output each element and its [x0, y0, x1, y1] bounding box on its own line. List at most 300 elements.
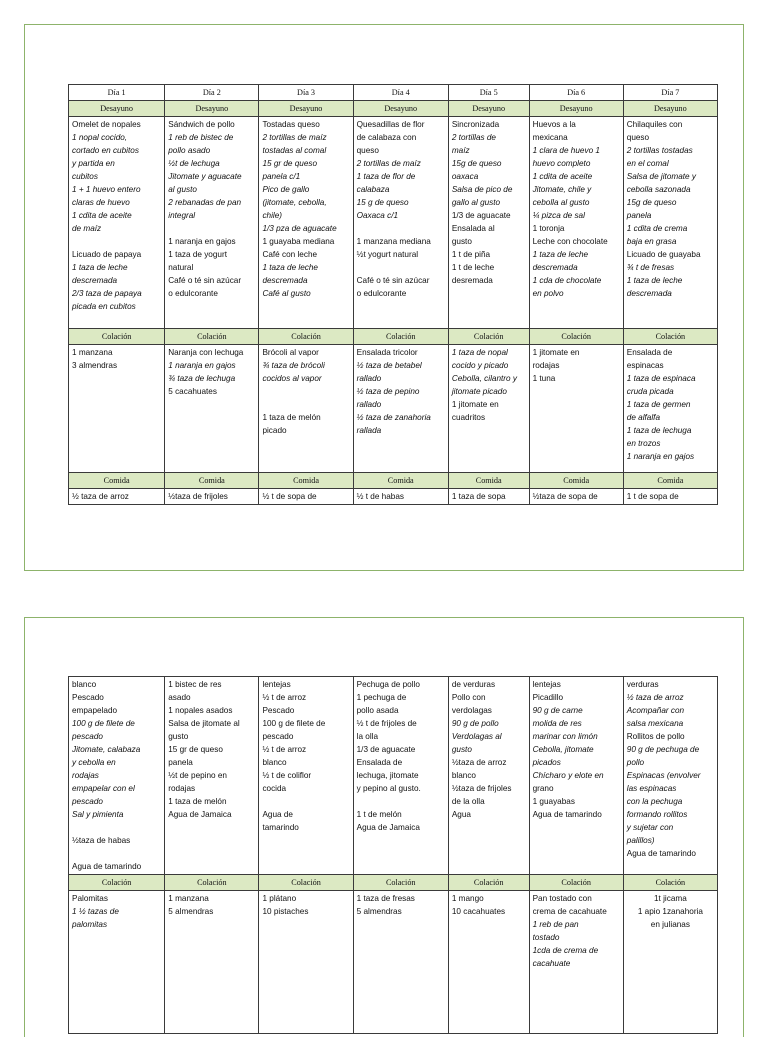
- cell-line: ½ t de frijoles de: [356, 719, 417, 728]
- cell-line: gusto: [451, 745, 472, 754]
- cell-line: Agua de tamarindo: [532, 810, 602, 819]
- cell-line: descremada: [626, 289, 672, 298]
- colacion2-cell-day-3: [259, 891, 353, 1034]
- cell-line: pollo: [626, 758, 645, 767]
- comida-cont-cell-day-5: [448, 677, 529, 875]
- cell-line: 1t jicama: [654, 894, 687, 903]
- comida-cont-cell-day-3: [259, 677, 353, 875]
- cell-line: ¾ t de fresas: [626, 263, 675, 272]
- desayuno-cell-day-4: [353, 117, 448, 329]
- cell-line: [262, 398, 349, 411]
- cell-line: 1 taza de nopal: [451, 348, 508, 357]
- cell-line: de maíz: [72, 224, 102, 233]
- cell-line: panela: [626, 211, 652, 220]
- cell-line: Ensalada de: [356, 758, 403, 767]
- cell-line: ¾ taza de brócoli: [262, 361, 325, 370]
- colacion1-cell-day-2: [165, 345, 259, 473]
- cell-line: oaxaca: [451, 172, 479, 181]
- cell-line: Salsa de jitomate y: [626, 172, 696, 181]
- meal-label-colacion: Colación: [448, 875, 529, 891]
- cell-line: 1 + 1 huevo entero: [72, 185, 141, 194]
- cell-line: ¾ taza de lechuga: [168, 374, 236, 383]
- meal-label-colacion: Colación: [165, 329, 259, 345]
- cell-line: 1 t de melón: [356, 810, 402, 819]
- cell-line: Picadillo: [532, 693, 564, 702]
- cell-line: [357, 795, 445, 808]
- cell-line: 2 rebanadas de pan: [168, 198, 242, 207]
- page-top: [24, 24, 744, 571]
- cell-line: 1 jitomate en: [532, 348, 580, 357]
- colacion2-cell-day-4: [353, 891, 448, 1034]
- cell-line: Agua de tamarindo: [72, 862, 142, 871]
- cell-line: o edulcorante: [356, 289, 407, 298]
- colacion2-cell-day-7: [623, 891, 717, 1034]
- cell-line: 15 gr de queso: [262, 159, 318, 168]
- cell-line: espinacas: [626, 361, 664, 370]
- cell-line: Ensalada tricolor: [356, 348, 418, 357]
- cell-line: verdolagas: [451, 706, 492, 715]
- comida-cell-day-2: [165, 489, 259, 505]
- cell-line: Agua de Jamaica: [356, 823, 420, 832]
- meal-label-colacion: Colación: [529, 875, 623, 891]
- meal-label-desayuno: Desayuno: [623, 101, 717, 117]
- comida-row-start: [69, 489, 718, 505]
- comida-cell-day-1: [69, 489, 165, 505]
- cell-line: crema de cacahuate: [532, 907, 607, 916]
- cell-line: 1 naranja en gajos: [168, 237, 236, 246]
- cell-line: 1 mango: [451, 894, 484, 903]
- comida-cell-day-4: [353, 489, 448, 505]
- desayuno-cell-day-7: [623, 117, 717, 329]
- cell-line: 1 naranja en gajos: [626, 452, 695, 461]
- cell-line: 1 reb de bistec de: [168, 133, 234, 142]
- cell-line: ½ taza de pepino: [356, 387, 420, 396]
- cell-line: ½taza de frijoles: [451, 784, 512, 793]
- cell-line: al gusto: [168, 185, 197, 194]
- colacion1-cell-day-3: [259, 345, 353, 473]
- cell-line: 15 g de queso: [356, 198, 409, 207]
- colacion2-cell-day-6: [529, 891, 623, 1034]
- cell-line: blanco: [262, 758, 287, 767]
- meal-label-colacion: Colación: [448, 329, 529, 345]
- cell-line: y pepino al gusto.: [356, 784, 421, 793]
- desayuno-row: [69, 117, 718, 329]
- meal-label-comida: Comida: [165, 473, 259, 489]
- desayuno-cell-day-1: [69, 117, 165, 329]
- cell-line: 1 taza de yogurt: [168, 250, 227, 259]
- meal-label-comida: Comida: [69, 473, 165, 489]
- meal-label-colacion: Colación: [259, 875, 353, 891]
- meal-label-comida: Comida: [448, 473, 529, 489]
- cell-line: 1 guayabas: [532, 797, 575, 806]
- cell-line: Ensalada al: [451, 224, 495, 233]
- colacion-row-2: [69, 891, 718, 1034]
- cell-line: (jitomate, cebolla,: [262, 198, 327, 207]
- cell-line: integral: [168, 211, 196, 220]
- cell-line: [168, 222, 255, 235]
- cell-line: rallada: [356, 426, 382, 435]
- meal-label-colacion: Colación: [353, 875, 448, 891]
- cell-line: 3 almendras: [72, 361, 118, 370]
- meal-label-comida: Comida: [529, 473, 623, 489]
- cell-line: huevo completo: [532, 159, 591, 168]
- meal-label-row-desayuno: [69, 101, 718, 117]
- cell-line: 1cda de crema de: [532, 946, 599, 955]
- cell-line: grano: [532, 784, 554, 793]
- meal-label-desayuno: Desayuno: [259, 101, 353, 117]
- cell-line: Jitomate, calabaza: [72, 745, 141, 754]
- comida-cell-day-7: [623, 489, 717, 505]
- cell-line: rodajas: [168, 784, 196, 793]
- day-header-2: Día 2: [165, 85, 259, 101]
- cell-line: Ensalada de: [626, 348, 673, 357]
- cell-line: 1 cdita de aceite: [532, 172, 593, 181]
- cell-line: 1 taza de melón: [168, 797, 227, 806]
- cell-line: baja en grasa: [626, 237, 677, 246]
- cell-line: cacahuate: [532, 959, 571, 968]
- cell-line: 90 g de pechuga de: [626, 745, 700, 754]
- cell-line: 5 almendras: [168, 907, 214, 916]
- cell-line: panela: [168, 758, 193, 767]
- cell-line: cruda picada: [626, 387, 674, 396]
- cell-line: 15g de queso: [451, 159, 502, 168]
- cell-line: pescado: [72, 732, 103, 741]
- cell-line: 1 taza de leche: [72, 263, 128, 272]
- cell-line: 90 g de pollo: [451, 719, 499, 728]
- cell-line: desremada: [451, 276, 493, 285]
- cell-line: Sándwich de pollo: [168, 120, 235, 129]
- cell-line: descremada: [72, 276, 118, 285]
- cell-line: Agua: [451, 810, 471, 819]
- cell-line: maíz: [451, 146, 470, 155]
- cell-line: Jitomate, chile y: [532, 185, 592, 194]
- meal-label-desayuno: Desayuno: [165, 101, 259, 117]
- desayuno-cell-day-5: [448, 117, 529, 329]
- cell-line: pescado: [72, 797, 103, 806]
- cell-line: palillos): [626, 836, 655, 845]
- cell-line: 1 taza de leche: [626, 276, 683, 285]
- day-header-7: Día 7: [623, 85, 717, 101]
- colacion2-cell-day-2: [165, 891, 259, 1034]
- meal-label-colacion: Colación: [165, 875, 259, 891]
- cell-line: 1 taza de flor de: [356, 172, 416, 181]
- colacion2-cell-day-5: [448, 891, 529, 1034]
- cell-line: [262, 795, 349, 808]
- meal-label-colacion: Colación: [259, 329, 353, 345]
- cell-line: rallado: [356, 374, 382, 383]
- colacion1-cell-day-4: [353, 345, 448, 473]
- cell-line: 10 pistaches: [262, 907, 309, 916]
- cell-line: ½t de pepino en: [168, 771, 227, 780]
- cell-line: de verduras: [451, 680, 496, 689]
- cell-line: 10 cacahuates: [451, 907, 506, 916]
- colacion1-cell-day-6: [529, 345, 623, 473]
- cell-line: 1 cdita de crema: [626, 224, 688, 233]
- cell-line: Salsa de jitomate al: [168, 719, 240, 728]
- desayuno-cell-day-3: [259, 117, 353, 329]
- cell-line: 2/3 taza de papaya: [72, 289, 142, 298]
- cell-line: ½t de lechuga: [168, 159, 220, 168]
- cell-line: 1 taza de leche: [262, 263, 318, 272]
- cell-line: blanco: [451, 771, 476, 780]
- cell-line: Acompañar con: [626, 706, 685, 715]
- cell-line: [262, 385, 349, 398]
- cell-line: claras de huevo: [72, 198, 130, 207]
- page-bottom: [24, 617, 744, 1037]
- meal-label-desayuno: Desayuno: [353, 101, 448, 117]
- cell-line: Huevos a la: [532, 120, 576, 129]
- cell-line: 1 bistec de res: [168, 680, 222, 689]
- cell-line: 15g de queso: [626, 198, 677, 207]
- cell-line: panela c/1: [262, 172, 301, 181]
- cell-line: cebolla sazonada: [626, 185, 691, 194]
- cell-line: de alfalfa: [626, 413, 660, 422]
- cell-line: Brócoli al vapor: [262, 348, 319, 357]
- cell-line: en julianas: [650, 920, 690, 929]
- cell-line: 5 almendras: [356, 907, 402, 916]
- cell-line: 1/3 de aguacate: [356, 745, 416, 754]
- cell-line: Tostadas queso: [262, 120, 320, 129]
- cell-line: cocida: [262, 784, 287, 793]
- cell-line: ½ t de sopa de: [262, 492, 317, 501]
- cell-line: tamarindo: [262, 823, 299, 832]
- cell-line: en el comal: [626, 159, 669, 168]
- cell-line: gusto: [168, 732, 189, 741]
- cell-line: ½ t de arroz: [262, 693, 307, 702]
- cell-line: 2 tortillas de maíz: [356, 159, 421, 168]
- cell-line: 2 tortillas tostadas: [626, 146, 693, 155]
- cell-line: asado: [168, 693, 191, 702]
- cell-line: ½t yogurt natural: [356, 250, 419, 259]
- day-header-row: [69, 85, 718, 101]
- cell-line: [357, 261, 445, 274]
- cell-line: 1 pechuga de: [356, 693, 407, 702]
- cell-line: descremada: [532, 263, 578, 272]
- day-header-6: Día 6: [529, 85, 623, 101]
- colacion-row-1: [69, 345, 718, 473]
- cell-line: molida de res: [532, 719, 582, 728]
- cell-line: 1/3 de aguacate: [451, 211, 511, 220]
- cell-line: 1 taza de lechuga: [626, 426, 692, 435]
- cell-line: Quesadillas de flor: [356, 120, 425, 129]
- cell-line: 1 manzana mediana: [356, 237, 431, 246]
- cell-line: de la olla: [451, 797, 485, 806]
- cell-line: Pescado: [262, 706, 295, 715]
- desayuno-cell-day-2: [165, 117, 259, 329]
- cell-line: en polvo: [532, 289, 564, 298]
- cell-line: ½ t de arroz: [262, 745, 307, 754]
- cell-line: Chilaquiles con: [626, 120, 683, 129]
- cell-line: cuadritos: [451, 413, 486, 422]
- comida-cont-cell-day-6: [529, 677, 623, 875]
- cell-line: Oaxaca c/1: [356, 211, 399, 220]
- cell-line: verduras: [626, 680, 659, 689]
- cell-line: Licuado de papaya: [72, 250, 142, 259]
- meal-label-comida: Comida: [623, 473, 717, 489]
- cell-line: Agua de: [262, 810, 293, 819]
- cell-line: 1 taza de sopa: [451, 492, 506, 501]
- cell-line: ½taza de frijoles: [168, 492, 228, 501]
- cell-line: ½ taza de arroz: [626, 693, 684, 702]
- comida-cont-cell-day-4: [353, 677, 448, 875]
- cell-line: cortado en cubitos: [72, 146, 139, 155]
- meal-label-row-colacion-1: [69, 329, 718, 345]
- cell-line: Pescado: [72, 693, 104, 702]
- cell-line: 1 taza de fresas: [356, 894, 415, 903]
- cell-line: las espinacas: [626, 784, 677, 793]
- cell-line: Espinacas (envolver: [626, 771, 701, 780]
- cell-line: 1 toronja: [532, 224, 565, 233]
- cell-line: Agua de tamarindo: [626, 849, 696, 858]
- cell-line: queso: [626, 133, 650, 142]
- meal-label-colacion: Colación: [623, 329, 717, 345]
- cell-line: 2 tortillas de maíz: [262, 133, 327, 142]
- cell-line: picada en cubitos: [72, 302, 136, 311]
- meal-label-comida: Comida: [353, 473, 448, 489]
- meal-label-colacion: Colación: [623, 875, 717, 891]
- cell-line: gallo al gusto: [451, 198, 501, 207]
- cell-line: ¼ pizca de sal: [532, 211, 585, 220]
- meal-label-desayuno: Desayuno: [529, 101, 623, 117]
- cell-line: rodajas: [532, 361, 560, 370]
- cell-line: palomitas: [72, 920, 108, 929]
- colacion1-cell-day-7: [623, 345, 717, 473]
- cell-line: Naranja con lechuga: [168, 348, 244, 357]
- cell-line: 1/3 pza de aguacate: [262, 224, 337, 233]
- cell-line: tostadas al comal: [262, 146, 327, 155]
- cell-line: pollo asada: [356, 706, 399, 715]
- cell-line: [72, 821, 161, 834]
- cell-line: queso: [356, 146, 379, 155]
- comida-cell-day-5: [448, 489, 529, 505]
- cell-line: Café o té sin azúcar: [168, 276, 242, 285]
- cell-line: Cebolla, cilantro y: [451, 374, 517, 383]
- cell-line: Sincronizada: [451, 120, 500, 129]
- cell-line: Licuado de guayaba: [626, 250, 701, 259]
- cell-line: 1 taza de leche: [532, 250, 589, 259]
- cell-line: 1 reb de pan: [532, 920, 579, 929]
- cell-line: 15 gr de queso: [168, 745, 223, 754]
- cell-line: 100 g de filete de: [72, 719, 135, 728]
- cell-line: 1 ½ tazas de: [72, 907, 119, 916]
- comida-cont-cell-day-1: [69, 677, 165, 875]
- cell-line: cebolla al gusto: [532, 198, 590, 207]
- cell-line: Agua de Jamaica: [168, 810, 232, 819]
- cell-line: en trozos: [626, 439, 661, 448]
- desayuno-cell-day-6: [529, 117, 623, 329]
- cell-line: salsa mexicana: [626, 719, 684, 728]
- meal-label-colacion: Colación: [353, 329, 448, 345]
- cell-line: ½ taza de betabel: [356, 361, 422, 370]
- cell-line: y sujetar con: [626, 823, 674, 832]
- comida-cell-day-6: [529, 489, 623, 505]
- cell-line: y partida en: [72, 159, 115, 168]
- cell-line: natural: [168, 263, 194, 272]
- cell-line: Café o té sin azúcar: [356, 276, 430, 285]
- cell-line: ½taza de habas: [72, 836, 131, 845]
- cell-line: picados: [532, 758, 561, 767]
- meal-label-row-comida: [69, 473, 718, 489]
- cell-line: formando rollitos: [626, 810, 688, 819]
- cell-line: 1 tuna: [532, 374, 556, 383]
- meal-label-colacion: Colación: [69, 329, 165, 345]
- cell-line: 1 apio 1zanahoria: [637, 907, 703, 916]
- cell-line: Pan tostado con: [532, 894, 592, 903]
- cell-line: o edulcorante: [168, 289, 218, 298]
- cell-line: chile): [262, 211, 283, 220]
- cell-line: mexicana: [532, 133, 568, 142]
- cell-line: Omelet de nopales: [72, 120, 141, 129]
- cell-line: 1 taza de germen: [626, 400, 691, 409]
- comida-cell-day-3: [259, 489, 353, 505]
- day-header-1: Día 1: [69, 85, 165, 101]
- cell-line: 1 t de leche: [451, 263, 495, 272]
- cell-line: ½ taza de arroz: [72, 492, 129, 501]
- cell-line: ½taza de sopa de: [532, 492, 598, 501]
- cell-line: rodajas: [72, 771, 99, 780]
- cell-line: jitomate picado: [451, 387, 507, 396]
- cell-line: Pechuga de pollo: [356, 680, 420, 689]
- cell-line: 1 nopales asados: [168, 706, 233, 715]
- cell-line: 1 guayaba mediana: [262, 237, 335, 246]
- cell-line: empapelado: [72, 706, 118, 715]
- cell-line: de calabaza con: [356, 133, 417, 142]
- meal-label-colacion: Colación: [69, 875, 165, 891]
- cell-line: Jitomate y aguacate: [168, 172, 242, 181]
- meal-label-desayuno: Desayuno: [448, 101, 529, 117]
- cell-line: Café con leche: [262, 250, 318, 259]
- cell-line: 90 g de carne: [532, 706, 583, 715]
- cell-line: Pollo con: [451, 693, 486, 702]
- meal-label-comida: Comida: [259, 473, 353, 489]
- cell-line: 1 taza de espinaca: [626, 374, 696, 383]
- cell-line: Verdolagas al: [451, 732, 502, 741]
- cell-line: 1 manzana: [72, 348, 113, 357]
- day-header-4: Día 4: [353, 85, 448, 101]
- colacion2-cell-day-1: [69, 891, 165, 1034]
- cell-line: ½ t de coliflor: [262, 771, 312, 780]
- comida-row-continued: [69, 677, 718, 875]
- cell-line: Salsa de pico de: [451, 185, 513, 194]
- day-header-5: Día 5: [448, 85, 529, 101]
- colacion1-cell-day-5: [448, 345, 529, 473]
- cell-line: cocido y picado: [451, 361, 509, 370]
- cell-line: picado: [262, 426, 287, 435]
- cell-line: ½ taza de zanahoria: [356, 413, 431, 422]
- cell-line: calabaza: [356, 185, 390, 194]
- cell-line: [357, 222, 445, 235]
- cell-line: y cebolla en: [72, 758, 116, 767]
- cell-line: cubitos: [72, 172, 98, 181]
- comida-cont-cell-day-2: [165, 677, 259, 875]
- cell-line: Leche con chocolate: [532, 237, 608, 246]
- cell-line: marinar con limón: [532, 732, 598, 741]
- cell-line: 2 tortillas de: [451, 133, 496, 142]
- cell-line: pescado: [262, 732, 294, 741]
- cell-line: 1 t de sopa de: [626, 492, 679, 501]
- cell-line: 1 plátano: [262, 894, 297, 903]
- day-header-3: Día 3: [259, 85, 353, 101]
- cell-line: ½ t de habas: [356, 492, 404, 501]
- cell-line: ½taza de arroz: [451, 758, 507, 767]
- cell-line: lentejas: [262, 680, 291, 689]
- comida-cont-cell-day-7: [623, 677, 717, 875]
- cell-line: 1 cda de chocolate: [532, 276, 602, 285]
- cell-line: pollo asado: [168, 146, 211, 155]
- cell-line: Café al gusto: [262, 289, 311, 298]
- cell-line: 5 cacahuates: [168, 387, 217, 396]
- cell-line: 100 g de filete de: [262, 719, 326, 728]
